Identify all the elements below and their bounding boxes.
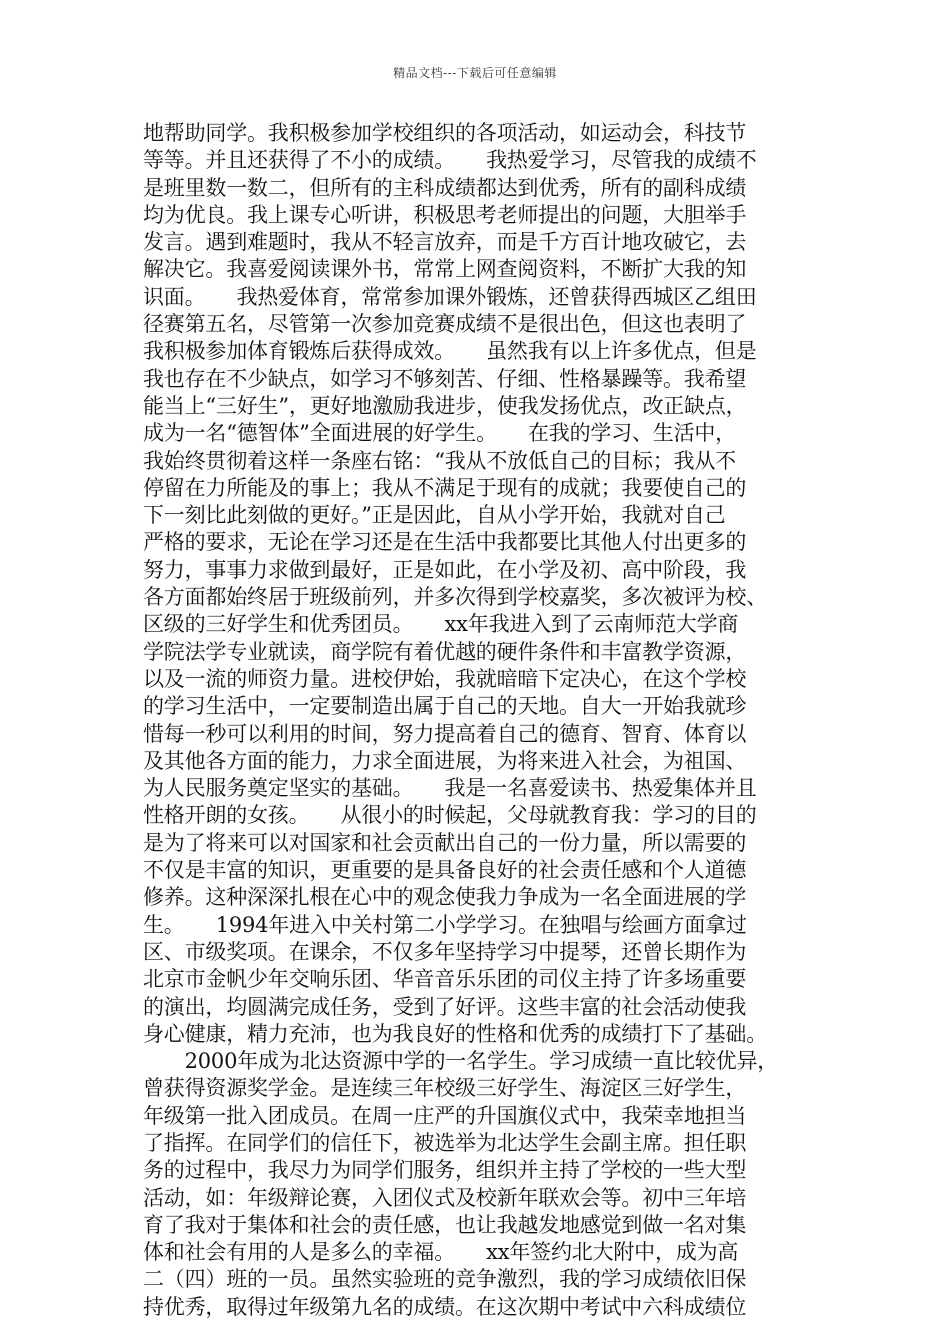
text-line: 解决它。我喜爱阅读课外书，常常上网查阅资料，不断扩大我的知: [143, 257, 747, 282]
text-line: 不仅是丰富的知识，更重要的是具备良好的社会责任感和个人道德: [143, 858, 747, 883]
page-header: 精品文档---下载后可任意编辑: [393, 66, 557, 80]
text-line: 身心健康，精力充沛，也为我良好的性格和优秀的成绩打下了基础。: [143, 1021, 767, 1046]
text-line: 了指挥。在同学们的信任下，被选举为北达学生会副主席。担任职: [143, 1130, 747, 1155]
text-line: 育了我对于集体和社会的责任感，也让我越发地感觉到做一名对集: [143, 1212, 747, 1237]
text-line: 是班里数一数二，但所有的主科成绩都达到优秀，所有的副科成绩: [143, 175, 747, 200]
text-line: 学院法学专业就读，商学院有着优越的硬件条件和丰富教学资源，: [143, 639, 747, 664]
text-line: 停留在力所能及的事上；我从不满足于现有的成就；我要使自己的: [143, 475, 747, 500]
text-line: 曾获得资源奖学金。是连续三年校级三好学生、海淀区三好学生，: [143, 1076, 747, 1101]
text-line: 发言。遇到难题时，我从不轻言放弃，而是千方百计地攻破它，去: [143, 230, 747, 255]
text-line: 努力，事事力求做到最好，正是如此，在小学及初、高中阶段，我: [143, 557, 747, 582]
text-line: 以及一流的师资力量。进校伊始，我就暗暗下定决心，在这个学校: [143, 666, 747, 691]
text-line: 及其他各方面的能力，力求全面进展，为将来进入社会，为祖国、: [143, 748, 747, 773]
text-line: 活动，如：年级辩论赛，入团仪式及校新年联欢会等。初中三年培: [143, 1185, 747, 1210]
text-line: 地帮助同学。我积极参加学校组织的各项活动，如运动会，科技节: [143, 121, 747, 145]
text-line: 径赛第五名，尽管第一次参加竞赛成绩不是很出色，但这也表明了: [143, 312, 747, 337]
text-line: 修养。这种深深扎根在心中的观念使我力争成为一名全面进展的学: [143, 885, 747, 910]
text-line: 北京市金帆少年交响乐团、华音音乐乐团的司仪主持了许多场重要: [143, 967, 747, 992]
text-line: 性格开朗的女孩。 从很小的时候起，父母就教育我：学习的目的: [143, 803, 757, 828]
text-line: 的演出，均圆满完成任务，受到了好评。这些丰富的社会活动使我: [143, 994, 747, 1019]
text-line: 区、市级奖项。在课余，不仅多年坚持学习中提琴，还曾长期作为: [143, 939, 747, 964]
text-line: 均为优良。我上课专心听讲，积极思考老师提出的问题，大胆举手: [143, 202, 747, 227]
text-line: 是为了将来可以对国家和社会贡献出自己的一份力量，所以需要的: [143, 830, 747, 855]
text-line: 的学习生活中，一定要制造出属于自己的天地。自大一开始我就珍: [143, 694, 747, 719]
text-line: 能当上“三好生”，更好地激励我进步，使我发扬优点，改正缺点，: [143, 393, 747, 418]
text-line: 务的过程中，我尽力为同学们服务，组织并主持了学校的一些大型: [143, 1158, 747, 1183]
text-line: 区级的三好学生和优秀团员。 xx年我进入到了云南师范大学商: [143, 612, 739, 637]
text-line: 二（四）班的一员。虽然实验班的竞争激烈，我的学习成绩依旧保: [143, 1267, 747, 1292]
text-line: 我也存在不少缺点，如学习不够刻苦、仔细、性格暴躁等。我希望: [143, 366, 747, 391]
document-body: [143, 120, 833, 1321]
text-line: 为人民服务奠定坚实的基础。 我是一名喜爱读书、热爱集体并且: [143, 776, 757, 801]
text-line: 识面。 我热爱体育，常常参加课外锻炼，还曾获得西城区乙组田: [143, 284, 757, 309]
text-line: 体和社会有用的人是多么的幸福。 xx年签约北大附中，成为高: [143, 1240, 739, 1265]
text-line: 严格的要求，无论在学习还是在生活中我都要比其他人付出更多的: [143, 530, 747, 555]
text-line: 下一刻比此刻做的更好。”正是因此，自从小学开始，我就对自己: [143, 503, 726, 528]
text-line: 年级第一批入团成员。在周一庄严的升国旗仪式中，我荣幸地担当: [143, 1103, 747, 1128]
text-line: 成为一名“德智体”全面进展的好学生。 在我的学习、生活中，: [143, 421, 736, 446]
text-line: 等等。并且还获得了不小的成绩。 我热爱学习，尽管我的成绩不: [143, 148, 757, 173]
text-line: 我积极参加体育锻炼后获得成效。 虽然我有以上许多优点，但是: [143, 339, 757, 364]
text-line: 生。 1994年进入中关村第二小学学习。在独唱与绘画方面拿过: [143, 912, 747, 937]
text-line: 持优秀，取得过年级第九名的成绩。在这次期中考试中六科成绩位: [143, 1294, 747, 1319]
text-line: 各方面都始终居于班级前列，并多次得到学校嘉奖，多次被评为校、: [143, 585, 767, 610]
text-line: 我始终贯彻着这样一条座右铭：“我从不放低自己的目标；我从不: [143, 448, 736, 473]
text-line: 惜每一秒可以利用的时间，努力提高着自己的德育、智育、体育以: [143, 721, 747, 746]
text-line: 2000年成为北达资源中学的一名学生。学习成绩一直比较优异，: [143, 1049, 779, 1074]
